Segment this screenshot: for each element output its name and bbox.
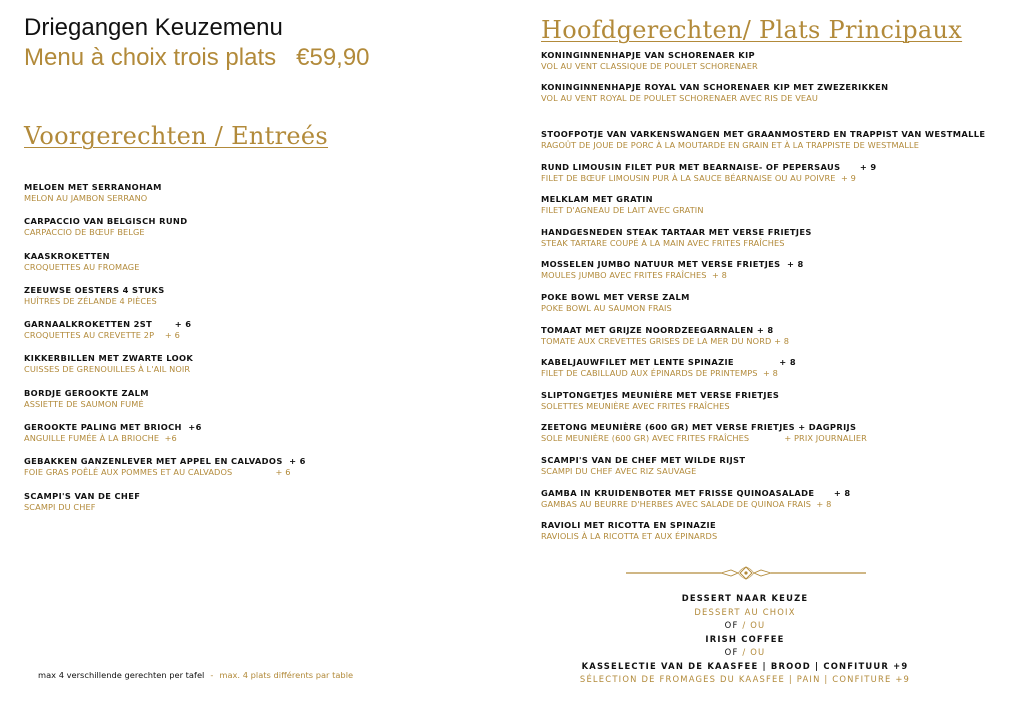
dish-translation: CROQUETTES AU FROMAGE [24,261,140,272]
dish-translation: SCAMPI DU CHEF [24,501,96,512]
dish-name: SLIPTONGETJES MEUNIÈRE MET VERSE FRIETJES [541,389,780,400]
dish-translation: VOL AU VENT ROYAL DE POULET SCHORENAER AVEC RIS DE VEAU [541,93,818,103]
list-item [541,356,1001,389]
dish-name: KABELJAUWFILET MET LENTE SPINAZIE + 8 [541,357,796,368]
list-item [24,490,314,524]
footer-note [38,670,353,680]
or-nl: OF [724,647,739,657]
irish-coffee: IRISH COFFEE [705,633,785,644]
or-slash: / [738,620,751,630]
list-item [541,193,1001,226]
starters-heading: Voorgerechten / Entreés [24,122,329,150]
dish-translation: MELON AU JAMBON SERRANO [24,193,148,203]
dish-name: GEBAKKEN GANZENLEVER MET APPEL EN CALVADOS + 6 [24,456,306,467]
dish-name: RUND LIMOUSIN FILET PUR MET BEARNAISE- OF PEPERSAUS + 9 [541,161,877,172]
list-item [24,352,314,386]
or-separator [560,646,930,660]
cheese-selection-translation: SÉLECTION DE FROMAGES DU KAASFEE | PAIN | CONFITURE +9 [579,674,911,684]
menu-title: Driegangen Keuzemenu [24,14,283,41]
dish-name: MOSSELEN JUMBO NATUUR MET VERSE FRIETJES + 8 [541,259,804,270]
dish-name: CARPACCIO VAN BELGISCH RUND [24,216,188,227]
list-item [541,49,888,81]
mains-heading: Hoofdgerechten/ Plats Principaux [541,16,963,44]
dish-translation: FILET D'AGNEAU DE LAIT AVEC GRATIN [541,205,704,216]
starters-list [24,181,314,524]
dish-name: RAVIOLI MET RICOTTA EN SPINAZIE [541,520,716,531]
dish-name: GAMBA IN KRUIDENBOTER MET FRISSE QUINOASALADE + 8 [541,487,851,498]
dish-name: BORDJE GEROOKTE ZALM [24,387,149,398]
list-item [24,284,314,318]
list-item [541,454,1001,487]
dish-translation: GAMBAS AU BEURRE D'HERBES AVEC SALADE DE QUINOA FRAIS + 8 [541,498,832,509]
dish-name: STOOFPOTJE VAN VARKENSWANGEN MET GRAANMOSTERD EN TRAPPIST VAN WESTMALLE [541,129,986,139]
dish-translation: POKE BOWL AU SAUMON FRAIS [541,302,672,313]
list-item [541,226,1001,259]
dish-name: TOMAAT MET GRIJZE NOORDZEEGARNALEN + 8 [541,324,774,335]
list-item [24,318,314,352]
list-item [24,421,314,455]
dish-name: HANDGESNEDEN STEAK TARTAAR MET VERSE FRIETJES [541,226,812,237]
list-item [24,250,314,284]
dish-translation: CUISSES DE GRENOUILLES À L'AIL NOIR [24,364,191,375]
dish-name: MELKLAM MET GRATIN [541,194,653,205]
dish-name: KONINGINNENHAPJE VAN SCHORENAER KIP [541,50,755,60]
menu-subtitle: Menu à choix trois plats €59,90 [24,44,370,71]
list-item [541,258,1001,291]
list-item [24,455,314,489]
list-item [541,519,1001,552]
list-item [541,421,1001,454]
dish-translation: ANGUILLE FUMÉE À LA BRIOCHE +6 [24,433,177,444]
footer-separator: - [210,670,214,680]
dessert-section [560,592,930,687]
or-nl: OF [724,620,739,630]
dish-name: SCAMPI'S VAN DE CHEF [24,490,141,501]
dish-translation: FILET DE BŒUF LIMOUSIN PUR À LA SAUCE BÉARNAISE OU AU POIVRE + 9 [541,172,856,183]
list-item [541,161,1001,194]
dish-name: MELOEN MET SERRANOHAM [24,182,162,192]
list-item [541,324,1001,357]
mains-top-list [541,49,888,113]
dish-translation: CARPACCIO DE BŒUF BELGE [24,227,145,238]
dish-translation: CROQUETTES AU CREVETTE 2P + 6 [24,330,180,341]
list-item [541,128,1001,161]
mains-list [541,128,1001,552]
dish-translation: VOL AU VENT CLASSIQUE DE POULET SCHORENAER [541,61,758,71]
dish-translation: SCAMPI DU CHEF AVEC RIZ SAUVAGE [541,465,697,476]
footer-note-nl: max 4 verschillende gerechten per tafel [38,670,205,680]
or-slash: / [738,647,751,657]
dish-translation: RAVIOLIS À LA RICOTTA ET AUX ÉPINARDS [541,531,718,542]
dish-translation: SOLE MEUNIÈRE (600 GR) AVEC FRITES FRAÎCHES + PRIX JOURNALIER [541,433,867,444]
dessert-translation: DESSERT AU CHOIX [694,606,796,617]
dish-name: ZEETONG MEUNIÈRE (600 GR) MET VERSE FRIETJES + DAGPRIJS [541,422,857,433]
dish-translation: FOIE GRAS POÊLÉ AUX POMMES ET AU CALVADOS + 6 [24,467,291,478]
list-item [24,387,314,421]
footer-note-fr: max. 4 plats différents par table [219,670,354,680]
dish-name: KONINGINNENHAPJE ROYAL VAN SCHORENAER KIP MET ZWEZERIKKEN [541,82,889,92]
list-item [541,389,1001,422]
list-item [24,181,314,215]
dish-name: KAASKROKETTEN [24,250,110,261]
dish-translation: RAGOÛT DE JOUE DE PORC À LA MOUTARDE EN GRAIN ET À LA TRAPPISTE DE WESTMALLE [541,140,919,150]
or-fr: OU [750,647,766,657]
or-fr: OU [750,620,766,630]
list-item [541,487,1001,520]
dish-name: KIKKERBILLEN MET ZWARTE LOOK [24,353,194,364]
dish-translation: TOMATE AUX CREVETTES GRISES DE LA MER DU NORD + 8 [541,335,790,346]
dish-translation: SOLETTES MEUNIÈRE AVEC FRITES FRAÎCHES [541,400,730,411]
dish-name: SCAMPI'S VAN DE CHEF MET WILDE RIJST [541,454,746,465]
ornament-divider-icon [626,566,866,580]
cheese-selection: KASSELECTIE VAN DE KAASFEE | BROOD | CONFITUUR +9 [581,660,909,671]
list-item [541,291,1001,324]
dish-name: GEROOKTE PALING MET BRIOCH +6 [24,422,202,433]
list-item [24,215,314,249]
dish-translation: FILET DE CABILLAUD AUX ÉPINARDS DE PRINTEMPS + 8 [541,368,778,379]
dessert-title: DESSERT NAAR KEUZE [681,593,809,603]
dish-name: ZEEUWSE OESTERS 4 STUKS [24,284,165,295]
dish-translation: HUÎTRES DE ZÉLANDE 4 PIÈCES [24,295,157,306]
dish-translation: ASSIETTE DE SAUMON FUMÉ [24,398,144,409]
dish-translation: MOULES JUMBO AVEC FRITES FRAÎCHES + 8 [541,270,727,281]
dish-name: POKE BOWL MET VERSE ZALM [541,291,690,302]
dish-translation: STEAK TARTARE COUPÉ À LA MAIN AVEC FRITES FRAÎCHES [541,237,785,248]
list-item [541,81,888,113]
dish-name: GARNAALKROKETTEN 2ST + 6 [24,319,192,330]
or-separator [560,619,930,633]
